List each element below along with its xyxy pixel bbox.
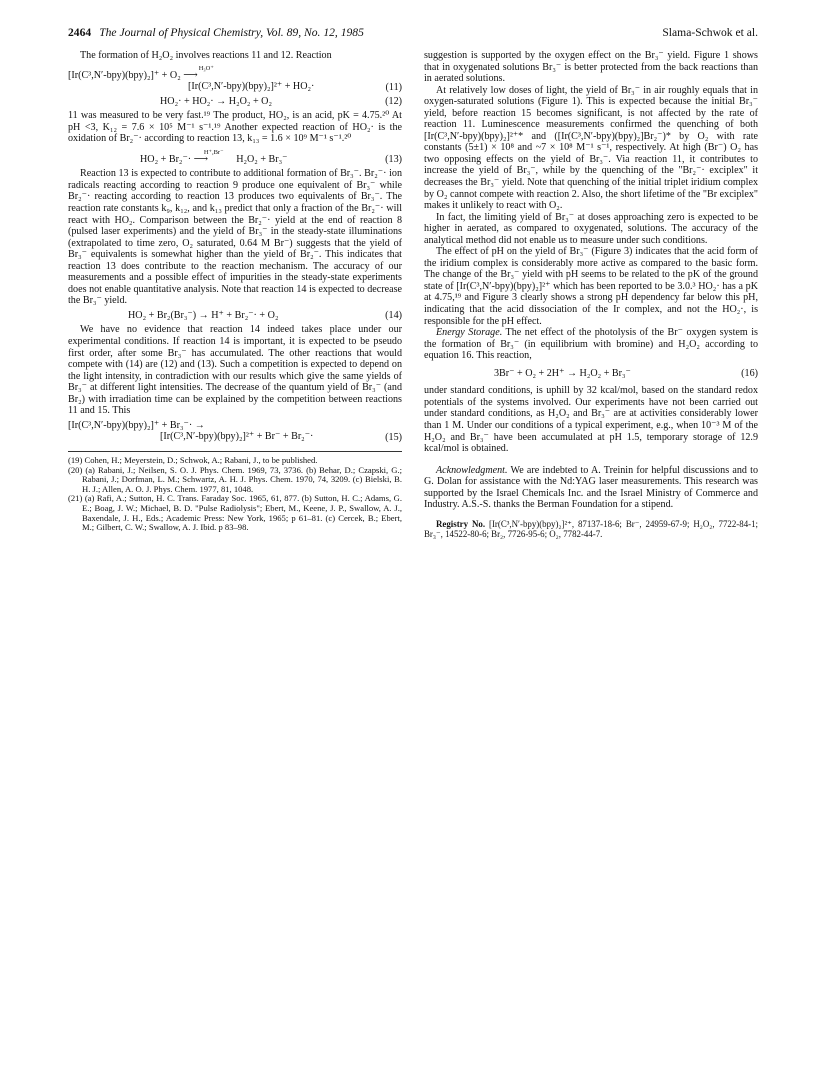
equation-text: HO₂ + Br₂⁻·: [140, 153, 192, 165]
equation-text: [Ir(C³,N′-bpy)(bpy)₂]²⁺ + HO₂·: [188, 81, 315, 93]
paragraph: 11 was measured to be very fast.¹⁹ The product, HO₂, is an acid, pK = 4.75.²⁰ At pH <3, K₁₂ = 7.6 × 10⁵ M⁻¹ s⁻¹.¹⁹ Another expected reaction of HO₂· is the oxidation of Br₂⁻· according to reaction 13, k₁₃ = 1.6 × 10⁹ M⁻¹ s⁻¹.²⁰: [68, 110, 402, 145]
paragraph: In fact, the limiting yield of Br₃⁻ at doses approaching zero is expected to be higher in aerated, as compared to oxygenated, solutions. The accuracy of the analytical method did not enable us to measure under such conditions.: [424, 211, 758, 246]
reference-item: (20) (a) Rabani, J.; Neilsen, S. O. J. Phys. Chem. 1969, 73, 3736. (b) Behar, D.; Czapski, G.; Rabani, J.; Dorfman, L. M.; Schwartz, A. H. J. Phys. Chem. 1970, 74, 3209. (c) Bielski, B. H. J.; Allen, A. O. J. Phys. Chem. 1977, 81, 1048.: [68, 464, 402, 494]
equation-number: (11): [385, 81, 402, 93]
acknowledgment-text: We are indebted to A. Treinin for helpful discussions and to G. Dolan for assistance with the Nd:YAG laser measurements. This research was supported by the Israel Chemicals Inc. and the Israel Ministry of Commerce and Industry. A.S.-S. thanks the Berman Foundation for a stipend.: [424, 464, 758, 511]
paragraph-text: The net effect of the photolysis of the Br⁻ oxygen system is the formation of Br₃⁻ (in equilibrium with bromine) and H₂O₂ according to equation 16. This reaction,: [424, 327, 758, 362]
equation-text: HO₂ + Br₂(Br₃⁻) → H⁺ + Br₂⁻· + O₂: [128, 309, 279, 321]
journal-citation: The Journal of Physical Chemistry, Vol. 89, No. 12, 1985: [99, 26, 364, 39]
equation-number: (12): [385, 95, 402, 107]
equation-16: [424, 368, 758, 380]
equation-12: [68, 96, 402, 108]
section-runin-title: Energy Storage.: [436, 327, 503, 339]
paragraph: [424, 327, 758, 362]
reference-item: (19) Cohen, H.; Meyerstein, D.; Schwok, A.; Rabani, J., to be published.: [68, 454, 318, 465]
paragraph: We have no evidence that reaction 14 indeed takes place under our experimental conditions. If reaction 14 is important, it is expected to be pseudo first order, after some Br₃⁻ has accumulated. The other reactions that would compete with (14) are (12) and (13). Such a competition is expected to depend on the light intensity, in contradiction with our results which give the same yields of Br₃⁻ at different light intensities. The decrease of the quantum yield of Br₃⁻ (and Br₂) with irradiation time can be explained by the competition between reactions 11 and 15. This: [68, 324, 402, 417]
reference-item: (21) (a) Rafi, A.; Sutton, H. C. Trans. Faraday Soc. 1965, 61, 877. (b) Sutton, H. C.; Adams, G. E.; Boag, J. W.; Michael, B. D. "Pulse Radiolysis"; Ebert, M., Keene, J. P., Swallow, A. J., Baxendale, J. H., Eds.; Academic Press: New York, 1965; p 61–81. (c) Cercek, B.; Ebert, M.; Gilbert, C. W.; Swallow, A. J. Ibid. p 83–98.: [68, 493, 402, 533]
equation-text: 3Br⁻ + O₂ + 2H⁺ → H₂O₂ + Br₃⁻: [494, 367, 631, 379]
registry-title: Registry No.: [436, 518, 486, 529]
registry-numbers: [424, 519, 758, 539]
equation-text: [Ir(C³,N′-bpy)(bpy)₂]⁺ + O₂: [68, 69, 181, 81]
arrow-condition: H₃O⁺: [198, 64, 214, 72]
journal-page: [68, 26, 758, 1046]
equation-text: H₂O₂ + Br₃⁻: [236, 153, 288, 165]
footnote-references: [68, 451, 402, 533]
equation-text: [Ir(C³,N′-bpy)(bpy)₂]²⁺ + Br⁻ + Br₂⁻·: [160, 431, 314, 443]
paragraph: At relatively low doses of light, the yield of Br₃⁻ in air roughly equals that in oxygen-saturated solutions (Figure 1). This is expected because the initial Br₃⁻ yield, before reaction 15 becomes significant, is not affected by the rate of reaction 11. Luminescence measurements confirmed the quenching of both [Ir(C³,N′-bpy)(bpy)₂]²⁺* and ([Ir(C³,N′-bpy)(bpy)₂]Br₂⁻)* by O₂ with rate constants (5±1) × 10⁸ and ~7 × 10⁸ M⁻¹ s⁻¹, respectively. At high (Br⁻) O₂ has two opposing effects on the yield of Br₃⁻. Via reaction 11, it contributes to increase the yield of Br₃⁻, while by the quenching of the "Br₂⁻· exciplex" it decreases the Br₃⁻ yield. Note that quenching of the initial triplet iridium complex by O₂ cannot compete with reaction 2. Also, the short lifetime of the "Br exciplex" makes it unlikely to react with O₂.: [424, 84, 758, 212]
equation-number: (15): [385, 431, 402, 443]
equation-text: [Ir(C³,N′-bpy)(bpy)₂]⁺ + Br₃⁻· →: [68, 419, 205, 431]
right-column: [424, 50, 758, 539]
page-number: 2464: [68, 26, 92, 39]
running-authors: Slama-Schwok et al.: [662, 26, 758, 39]
acknowledgment-title: Acknowledgment.: [436, 464, 508, 476]
paragraph: The formation of H₂O₂ involves reactions 11 and 12. Reaction: [80, 50, 332, 61]
reaction-arrow: H⁺,Br⁻ ⟶: [194, 154, 234, 166]
equation-11: [68, 64, 402, 93]
paragraph: suggestion is supported by the oxygen effect on the Br₃⁻ yield. Figure 1 shows that in oxygenated solutions Br₃⁻ is better protected from the back reactions than in aerated solutions.: [424, 50, 758, 85]
equation-number: (14): [385, 309, 402, 321]
left-column: [68, 50, 402, 533]
equation-15: [68, 420, 402, 443]
paragraph: The effect of pH on the yield of Br₃⁻ (Figure 3) indicates that the acid form of the iridium complex is considerably more active as compared to the basic form. The change of the Br₃⁻ yield with pH seems to be related to the pK of the ground state of [Ir(C³,N′-bpy)(bpy)₂]²⁺ which has been reported to be 3.0.³ HO₂· has a pK at 4.75,¹⁹ and Figure 3 clearly shows a strong pH dependency far below this pH, indicating that the acid dissociation of the Ir complex, and not the HO₂·, is responsible for the pH effect.: [424, 246, 758, 327]
paragraph: Reaction 13 is expected to contribute to additional formation of Br₃⁻. Br₂⁻· ion radicals reacting according to reaction 9 produce one equivalent of Br₃⁻ while Br₂⁻· reacting according to reaction 13 produces two equivalents of Br₃⁻. The reaction rate constants k₉, k₁₂, and k₁₃ predict that only a fraction of the Br₂⁻· will react with HO₂. Comparison between the Br₂⁻· yield at the end of reaction 8 (pulsed laser experiments) and the yield of Br₃⁻ in the steady-state illuminations (extrapolated to time zero, O₂ saturated, 0.64 M Br⁻) suggests that the yield of Br₃⁻ equivalents is somewhat higher than the yield of Br₂⁻. This indicates that reaction 13 does contribute to the reaction mechanism. The accuracy of our measurements and a possible effect of impurities in the steady-state experiments does not enable quantitative analysis. Note that reaction 14 is expected to decrease the Br₃⁻ yield.: [68, 168, 402, 307]
equation-number: (13): [385, 153, 402, 165]
paragraph: under standard conditions, is uphill by 32 kcal/mol, based on the standard redox potentials of the systems involved. Our experiments have not been carried out under standard conditions, as H₂O₂ and Br₃⁻ are at activities considerably lower than 1 M. Under our conditions of a typical experiment, e.g., when 10⁻³ M of the H₂O₂ and Br₃⁻ have been accumulated at pH 1.5, temporary storage of 12.9 kcal/mol is obtained.: [424, 385, 758, 455]
acknowledgment: [424, 465, 758, 511]
running-header: [68, 26, 758, 44]
registry-text: [Ir(C³,N′-bpy)(bpy)₂]²⁺, 87137-18-6; Br⁻, 24959-67-9; H₂O₂, 7722-84-1; Br₃⁻, 14522-80-6; Br₂, 7726-95-6; O₂, 7782-44-7.: [424, 518, 758, 539]
equation-13: [68, 148, 402, 166]
reaction-arrow: H₃O⁺ ⟶: [183, 70, 229, 82]
equation-number: (16): [741, 367, 758, 379]
arrow-condition: H⁺,Br⁻: [203, 148, 224, 156]
equation-14: [68, 310, 402, 322]
equation-text: HO₂· + HO₂· → H₂O₂ + O₂: [160, 95, 272, 107]
